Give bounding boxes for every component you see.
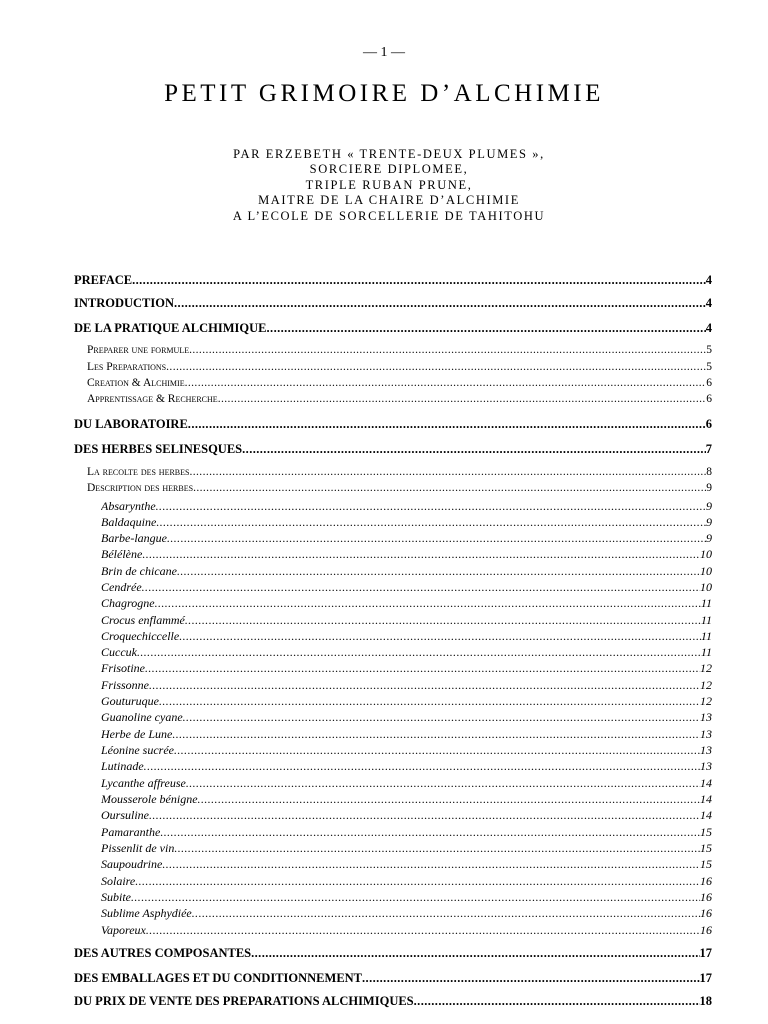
toc-leader-dots: [414, 994, 700, 1009]
toc-entry[interactable]: [74, 971, 712, 986]
toc-leader-dots: [189, 466, 706, 478]
toc-entry-label: Lycanthe affreuse: [101, 776, 186, 790]
toc-leader-dots: [198, 792, 700, 807]
toc-entry[interactable]: [101, 661, 712, 676]
toc-entry-page: 9: [706, 499, 712, 513]
toc-entry-page: 17: [699, 946, 712, 960]
toc-entry[interactable]: [101, 776, 712, 791]
document-title: PETIT GRIMOIRE D’ALCHIMIE: [164, 80, 604, 107]
toc-entry-label: PREFACE: [74, 273, 133, 287]
toc-entry-label: Cendrée: [101, 580, 142, 594]
toc-entry[interactable]: [87, 377, 712, 389]
toc-entry-page: 16: [700, 906, 712, 920]
toc-entry-page: 14: [700, 808, 712, 822]
toc-entry-page: 13: [700, 727, 712, 741]
author-line: SORCIERE DIPLOMEE,: [309, 162, 469, 177]
toc-leader-dots: [172, 727, 700, 742]
toc-entry-page: 16: [700, 874, 712, 888]
toc-entry[interactable]: [101, 874, 712, 889]
toc-entry-label: Saupoudrine: [101, 857, 163, 871]
toc-entry-label: Pissenlit de vin: [101, 841, 175, 855]
toc-entry[interactable]: [74, 273, 712, 288]
author-line: MAITRE DE LA CHAIRE D’ALCHIMIE: [258, 193, 520, 208]
toc-entry-label: Subite: [101, 890, 131, 904]
toc-entry[interactable]: [87, 466, 712, 478]
toc-entry-page: 5: [706, 361, 712, 373]
author-line: A L’ECOLE DE SORCELLERIE DE TAHITOHU: [232, 208, 546, 223]
toc-entry[interactable]: [74, 417, 712, 432]
toc-entry[interactable]: [101, 759, 712, 774]
toc-entry-page: 13: [700, 759, 712, 773]
toc-leader-dots: [156, 515, 706, 530]
toc-entry[interactable]: [87, 344, 712, 356]
toc-entry-page: 6: [706, 393, 712, 405]
toc-entry[interactable]: [101, 923, 712, 938]
toc-leader-dots: [218, 393, 707, 405]
toc-entry[interactable]: [101, 678, 712, 693]
toc-entry[interactable]: [74, 994, 712, 1009]
toc-entry-label: DU PRIX DE VENTE DES PREPARATIONS ALCHIMIQUES: [74, 994, 414, 1008]
toc-entry-label: Solaire: [101, 874, 136, 888]
toc-entry[interactable]: [101, 906, 712, 921]
toc-entry-label: Bélélène: [101, 547, 143, 561]
toc-entry[interactable]: [101, 825, 712, 840]
toc-entry-label: Mousserole bénigne: [101, 792, 198, 806]
toc-leader-dots: [137, 645, 701, 660]
toc-entry-page: 15: [700, 825, 712, 839]
toc-entry-label: DE LA PRATIQUE ALCHIMIQUE: [74, 321, 267, 335]
toc-entry[interactable]: [74, 296, 712, 311]
toc-leader-dots: [149, 808, 700, 823]
toc-leader-dots: [149, 678, 700, 693]
toc-entry[interactable]: [74, 442, 712, 457]
toc-entry-page: 9: [706, 531, 712, 545]
toc-leader-dots: [146, 923, 700, 938]
toc-entry-label: Barbe-langue: [101, 531, 167, 545]
toc-entry-page: 9: [706, 482, 712, 494]
toc-entry-page: 12: [700, 694, 712, 708]
toc-leader-dots: [185, 613, 701, 628]
toc-entry-page: 15: [700, 857, 712, 871]
toc-leader-dots: [174, 743, 700, 758]
toc-leader-dots: [185, 377, 707, 389]
toc-entry[interactable]: [101, 694, 712, 709]
toc-entry-label: Creation & Alchimie: [87, 377, 185, 389]
toc-entry[interactable]: [101, 547, 712, 562]
toc-entry-page: 6: [705, 417, 712, 431]
toc-entry[interactable]: [74, 321, 712, 336]
toc-leader-dots: [156, 499, 706, 514]
toc-entry[interactable]: [101, 580, 712, 595]
toc-leader-dots: [167, 531, 706, 546]
toc-entry-page: 16: [700, 923, 712, 937]
toc-entry-label: Brin de chicane: [101, 564, 177, 578]
toc-entry-label: DES AUTRES COMPOSANTES: [74, 946, 252, 960]
toc-entry-page: 11: [700, 645, 712, 659]
toc-leader-dots: [192, 906, 700, 921]
toc-entry-page: 15: [700, 841, 712, 855]
toc-leader-dots: [159, 694, 700, 709]
toc-entry-page: 4: [705, 273, 712, 287]
toc-entry[interactable]: [101, 792, 712, 807]
toc-entry-label: Absarynthe: [101, 499, 156, 513]
author-line: TRIPLE RUBAN PRUNE,: [305, 177, 473, 192]
toc-entry-label: DU LABORATOIRE: [74, 417, 188, 431]
toc-entry-page: 6: [706, 377, 712, 389]
toc-leader-dots: [144, 759, 700, 774]
toc-entry-page: 10: [700, 547, 712, 561]
toc-entry[interactable]: [101, 515, 712, 530]
toc-entry-label: Gouturuque: [101, 694, 159, 708]
toc-entry[interactable]: [87, 361, 712, 373]
toc-leader-dots: [177, 564, 700, 579]
toc-entry-page: 14: [700, 792, 712, 806]
toc-entry-label: Vaporeux: [101, 923, 146, 937]
toc-leader-dots: [131, 890, 700, 905]
toc-entry-page: 8: [706, 466, 712, 478]
toc-leader-dots: [174, 841, 700, 856]
toc-entry-label: Chagrogne: [101, 596, 155, 610]
toc-leader-dots: [188, 417, 706, 432]
toc-leader-dots: [183, 710, 700, 725]
toc-entry-label: Guanoline cyane: [101, 710, 183, 724]
toc-leader-dots: [132, 273, 706, 288]
toc-entry[interactable]: [101, 857, 712, 872]
toc-entry-label: Preparer une formule: [87, 344, 190, 356]
toc-entry-page: 4: [705, 321, 712, 335]
toc-entry-label: Frissonne: [101, 678, 149, 692]
toc-leader-dots: [142, 547, 700, 562]
toc-leader-dots: [362, 971, 699, 986]
toc-leader-dots: [189, 344, 706, 356]
toc-entry[interactable]: [101, 629, 712, 644]
toc-entry-label: Sublime Asphydiée: [101, 906, 192, 920]
toc-entry-page: 10: [700, 564, 712, 578]
toc-entry[interactable]: [101, 710, 712, 725]
toc-entry-page: 11: [700, 629, 712, 643]
toc-entry[interactable]: [101, 531, 712, 546]
toc-entry[interactable]: [101, 808, 712, 823]
toc-leader-dots: [193, 482, 706, 494]
toc-entry-page: 13: [700, 710, 712, 724]
toc-entry-page: 7: [705, 442, 712, 456]
toc-entry-label: Crocus enflammé: [101, 613, 185, 627]
toc-entry-page: 9: [706, 515, 712, 529]
toc-entry[interactable]: [87, 482, 712, 494]
toc-entry-page: 13: [700, 743, 712, 757]
toc-entry-label: Pamaranthe: [101, 825, 161, 839]
toc-entry-page: 11: [700, 613, 712, 627]
author-line: PAR ERZEBETH « TRENTE-DEUX PLUMES »,: [233, 147, 545, 161]
toc-leader-dots: [166, 361, 706, 373]
toc-leader-dots: [160, 825, 700, 840]
toc-entry-label: Frisotine: [101, 661, 145, 675]
toc-entry-label: Léonine sucrée: [101, 743, 174, 757]
toc-leader-dots: [142, 580, 700, 595]
toc-entry-page: 12: [700, 678, 712, 692]
toc-entry-label: Les Preparations: [87, 361, 167, 373]
toc-leader-dots: [135, 874, 700, 889]
toc-entry-label: Apprentissage & Recherche: [87, 393, 218, 405]
toc-entry-page: 11: [700, 596, 712, 610]
toc-entry[interactable]: [74, 946, 712, 961]
toc-entry-page: 4: [705, 296, 712, 310]
toc-entry[interactable]: [101, 841, 712, 856]
toc-entry[interactable]: [101, 564, 712, 579]
toc-entry[interactable]: [101, 613, 712, 628]
toc-entry-page: 12: [700, 661, 712, 675]
toc-entry-page: 14: [700, 776, 712, 790]
toc-entry-page: 16: [700, 890, 712, 904]
toc-entry-page: 10: [700, 580, 712, 594]
toc-leader-dots: [162, 857, 700, 872]
page-number: — 1 —: [363, 45, 405, 60]
toc-entry[interactable]: [87, 393, 712, 405]
toc-entry[interactable]: [101, 499, 712, 514]
toc-entry-label: Oursuline: [101, 808, 149, 822]
toc-entry-label: Baldaquine: [101, 515, 157, 529]
toc-entry-label: Lutinade: [101, 759, 144, 773]
toc-leader-dots: [242, 442, 706, 457]
toc-leader-dots: [267, 321, 706, 336]
toc-entry[interactable]: [101, 596, 712, 611]
toc-entry-label: DES HERBES SELINESQUES: [74, 442, 243, 456]
toc-entry[interactable]: [101, 890, 712, 905]
toc-entry-page: 5: [706, 344, 712, 356]
toc-entry-label: Description des herbes: [87, 482, 194, 494]
toc-entry[interactable]: [101, 727, 712, 742]
toc-leader-dots: [174, 296, 706, 311]
toc-leader-dots: [186, 776, 700, 791]
toc-entry-label: DES EMBALLAGES ET DU CONDITIONNEMENT: [74, 971, 363, 985]
toc-leader-dots: [179, 629, 701, 644]
toc-entry-label: Croquechiccelle: [101, 629, 180, 643]
toc-leader-dots: [155, 596, 701, 611]
toc-entry-label: Cuccuk: [101, 645, 137, 659]
toc-leader-dots: [251, 946, 699, 961]
toc-entry-page: 18: [699, 994, 712, 1008]
toc-entry-page: 17: [699, 971, 712, 985]
toc-entry-label: INTRODUCTION: [74, 296, 175, 310]
toc-entry-label: Herbe de Lune: [101, 727, 173, 741]
toc-entry[interactable]: [101, 645, 712, 660]
toc-entry[interactable]: [101, 743, 712, 758]
toc-leader-dots: [145, 661, 700, 676]
toc-entry-label: La recolte des herbes: [87, 466, 190, 478]
